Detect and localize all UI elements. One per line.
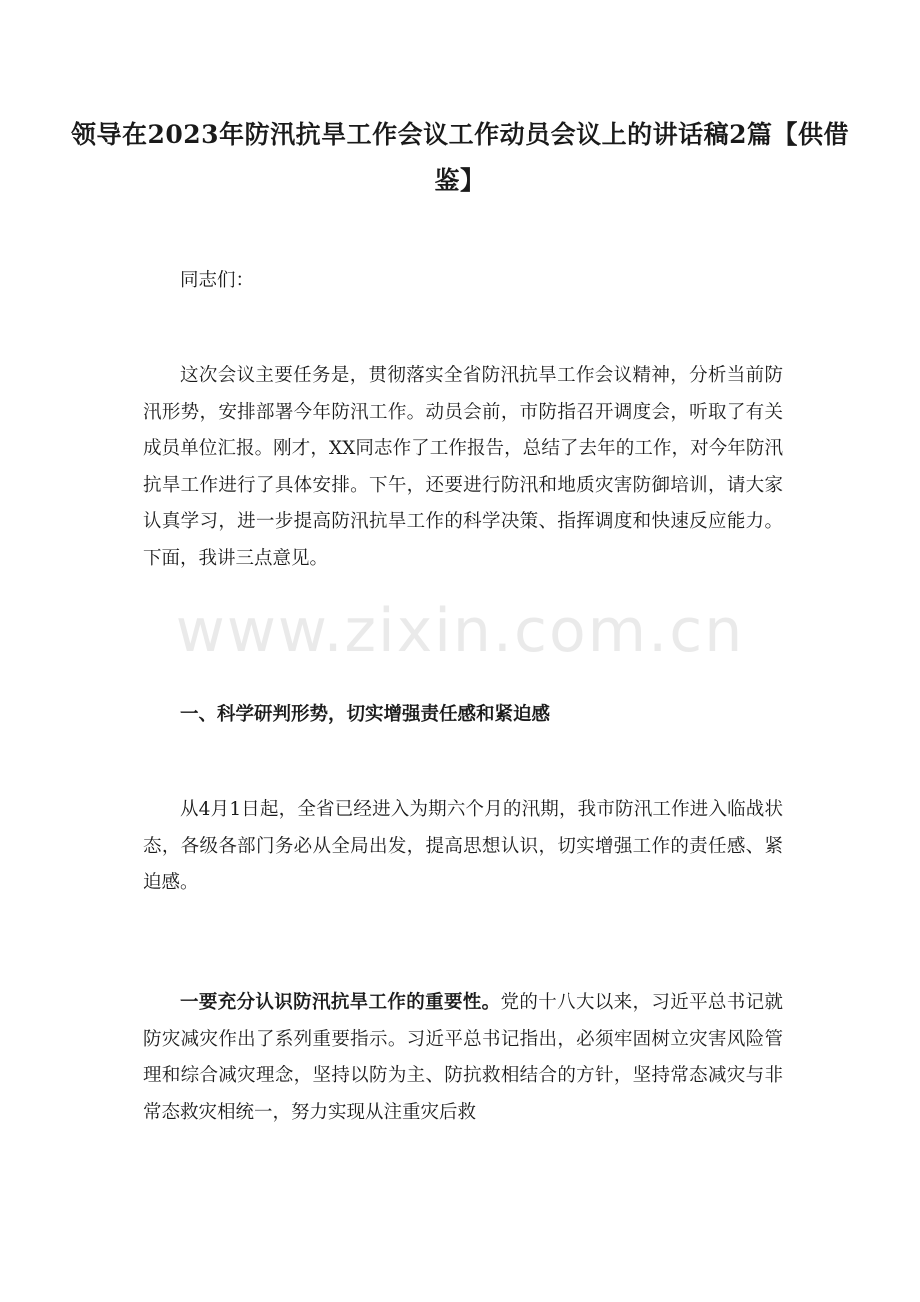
document-title: 领导在2023年防汛抗旱工作会议工作动员会议上的讲话稿2篇【供借鉴】 xyxy=(71,120,849,195)
salutation: 同志们： xyxy=(180,270,255,291)
paragraph-importance xyxy=(143,985,783,1131)
paragraph-body: 党的十八大以来，习近平总书记就防灾减灾作出了系列重要指示。习近平总书记指出，必须牢固树立灾害风险管理和综合减灾理念，坚持以防为主、防抗救相结合的方针，坚持常态减灾与非常态救灾相统一，努力实现从注重灾后救 xyxy=(143,992,783,1123)
paragraph-intro: 这次会议主要任务是，贯彻落实全省防汛抗旱工作会议精神，分析当前防汛形势，安排部署今年防汛工作。动员会前，市防指召开调度会，听取了有关成员单位汇报。刚才，XX同志作了工作报告，总结了去年的工作，对今年防汛抗旱工作进行了具体安排。下午，还要进行防汛和地质灾害防御培训，请大家认真学习，进一步提高防汛抗旱工作的科学决策、指挥调度和快速反应能力。下面，我讲三点意见。 xyxy=(143,365,783,569)
watermark: www.zixin.com.cn xyxy=(175,596,745,666)
paragraph-flood-season: 从4月1日起，全省已经进入为期六个月的汛期，我市防汛工作进入临战状态，各级各部门务必从全局出发，提高思想认识，切实增强工作的责任感、紧迫感。 xyxy=(143,799,783,893)
section-heading-1: 一、科学研判形势，切实增强责任感和紧迫感 xyxy=(180,704,551,725)
paragraph-lead-bold: 一要充分认识防汛抗旱工作的重要性。 xyxy=(180,992,501,1013)
